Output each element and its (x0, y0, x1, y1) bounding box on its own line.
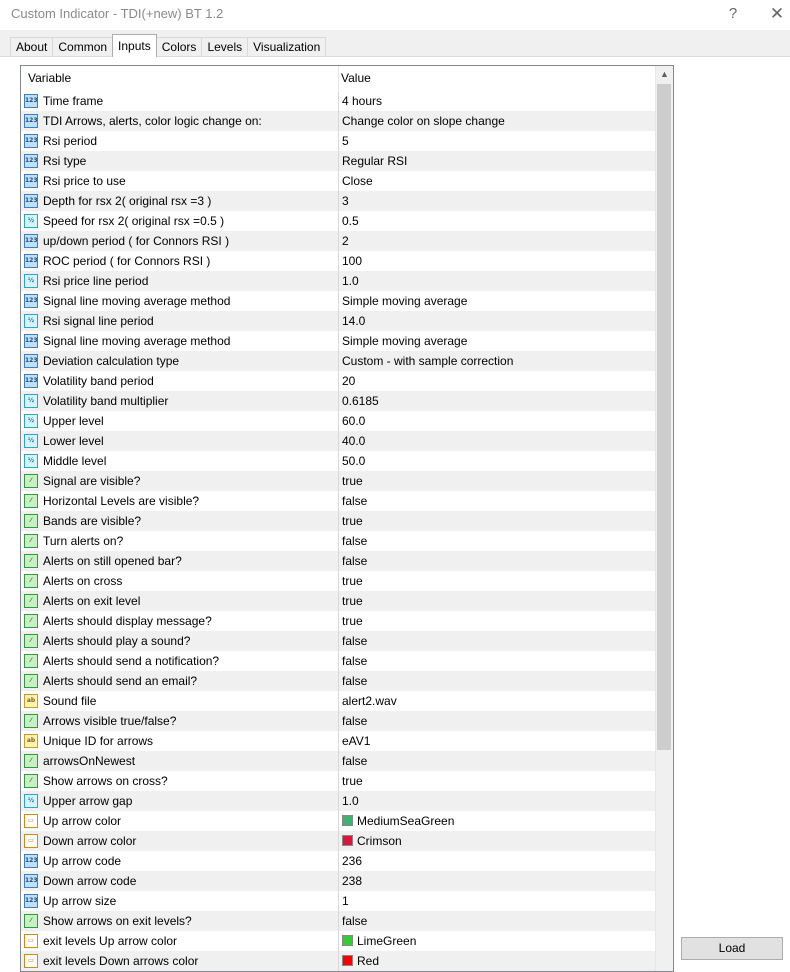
boolean-type-icon: ⁄ (24, 474, 38, 488)
variable-name: Alerts should send an email? (43, 674, 198, 688)
integer-type-icon: 123 (24, 234, 38, 248)
value-cell[interactable] (339, 871, 658, 891)
variable-name: Show arrows on exit levels? (43, 914, 192, 928)
table-row[interactable] (21, 391, 655, 411)
boolean-type-icon: ⁄ (24, 714, 38, 728)
boolean-type-icon: ⁄ (24, 674, 38, 688)
value-text: true (342, 614, 363, 628)
value-cell[interactable] (339, 691, 658, 711)
variable-cell[interactable] (21, 531, 339, 551)
variable-cell[interactable] (21, 851, 339, 871)
value-text: 100 (342, 254, 363, 268)
value-text: 0.5 (342, 214, 359, 228)
table-row[interactable] (21, 851, 655, 871)
value-text: false (342, 674, 368, 688)
variable-cell[interactable] (21, 111, 339, 131)
variable-name: exit levels Down arrows color (43, 954, 199, 968)
boolean-type-icon: ⁄ (24, 594, 38, 608)
variable-name: Signal are visible? (43, 474, 141, 488)
integer-type-icon: 123 (24, 294, 38, 308)
value-text: false (342, 714, 368, 728)
value-text: Custom - with sample correction (342, 354, 514, 368)
column-header-variable[interactable]: Variable (21, 66, 339, 90)
variable-cell[interactable] (21, 371, 339, 391)
variable-name: Middle level (43, 454, 107, 468)
variable-cell[interactable] (21, 911, 339, 931)
table-row[interactable] (21, 371, 655, 391)
table-row[interactable] (21, 291, 655, 311)
variable-name: Signal line moving average method (43, 294, 231, 308)
value-cell[interactable] (339, 511, 658, 531)
double-type-icon: ½ (24, 794, 38, 808)
variable-name: ROC period ( for Connors RSI ) (43, 254, 211, 268)
table-row[interactable] (21, 711, 655, 731)
value-text: true (342, 514, 363, 528)
table-row[interactable] (21, 211, 655, 231)
variable-name: Up arrow color (43, 814, 122, 828)
table-row[interactable] (21, 871, 655, 891)
integer-type-icon: 123 (24, 194, 38, 208)
value-text: 0.6185 (342, 394, 379, 408)
variable-name: Rsi price line period (43, 274, 149, 288)
variable-cell[interactable] (21, 151, 339, 171)
value-text: 1.0 (342, 274, 359, 288)
variable-cell[interactable] (21, 271, 339, 291)
variable-name: TDI Arrows, alerts, color logic change on: (43, 114, 262, 128)
value-text: false (342, 494, 368, 508)
table-row[interactable] (21, 511, 655, 531)
variable-name: exit levels Up arrow color (43, 934, 178, 948)
value-cell[interactable] (339, 411, 658, 431)
variable-cell[interactable] (21, 671, 339, 691)
variable-name: Horizontal Levels are visible? (43, 494, 200, 508)
value-cell[interactable] (339, 711, 658, 731)
variable-name: Alerts should play a sound? (43, 634, 191, 648)
value-cell[interactable] (339, 851, 658, 871)
variable-name: Arrows visible true/false? (43, 714, 177, 728)
help-icon[interactable]: ? (728, 5, 738, 22)
table-row[interactable] (21, 151, 655, 171)
value-cell[interactable] (339, 911, 658, 931)
value-text: Red (357, 954, 380, 968)
value-text: false (342, 534, 368, 548)
variable-cell[interactable] (21, 451, 339, 471)
variable-cell[interactable] (21, 611, 339, 631)
column-header-value[interactable]: Value (341, 71, 371, 85)
table-row[interactable] (21, 691, 655, 711)
variable-name: Deviation calculation type (43, 354, 180, 368)
table-row[interactable] (21, 831, 655, 851)
boolean-type-icon: ⁄ (24, 754, 38, 768)
integer-type-icon: 123 (24, 254, 38, 268)
value-cell[interactable] (339, 431, 658, 451)
table-row[interactable] (21, 271, 655, 291)
variable-cell[interactable] (21, 831, 339, 851)
value-cell[interactable] (339, 771, 658, 791)
value-text: true (342, 594, 363, 608)
variable-cell[interactable] (21, 771, 339, 791)
integer-type-icon: 123 (24, 374, 38, 388)
tab-common[interactable]: Common (52, 37, 113, 57)
value-text: 3 (342, 194, 349, 208)
variable-name: Alerts on cross (43, 574, 123, 588)
variable-cell[interactable] (21, 171, 339, 191)
value-cell[interactable] (339, 391, 658, 411)
value-cell[interactable] (339, 811, 658, 831)
variable-name: Unique ID for arrows (43, 734, 154, 748)
boolean-type-icon: ⁄ (24, 574, 38, 588)
color-swatch (342, 935, 353, 946)
variable-name: Volatility band period (43, 374, 154, 388)
table-row[interactable] (21, 931, 655, 951)
value-text: false (342, 654, 368, 668)
variable-name: Alerts on still opened bar? (43, 554, 182, 568)
color-swatch (342, 955, 353, 966)
table-row[interactable] (21, 231, 655, 251)
integer-type-icon: 123 (24, 354, 38, 368)
value-text: true (342, 574, 363, 588)
tab-colors[interactable]: Colors (156, 37, 203, 57)
value-text: MediumSeaGreen (357, 814, 455, 828)
table-row[interactable] (21, 411, 655, 431)
double-type-icon: ½ (24, 414, 38, 428)
value-text: false (342, 554, 368, 568)
variable-name: arrowsOnNewest (43, 754, 136, 768)
double-type-icon: ½ (24, 314, 38, 328)
value-cell[interactable] (339, 491, 658, 511)
table-row[interactable] (21, 331, 655, 351)
value-text: 50.0 (342, 454, 366, 468)
value-cell[interactable] (339, 731, 658, 751)
variable-name: Rsi price to use (43, 174, 126, 188)
value-text: false (342, 914, 368, 928)
table-row[interactable] (21, 571, 655, 591)
table-row[interactable] (21, 671, 655, 691)
variable-cell[interactable] (21, 631, 339, 651)
table-row[interactable] (21, 491, 655, 511)
variable-name: Show arrows on cross? (43, 774, 168, 788)
variable-name: Up arrow size (43, 894, 117, 908)
table-row[interactable] (21, 311, 655, 331)
variable-name: Depth for rsx 2( original rsx =3 ) (43, 194, 212, 208)
value-text: false (342, 754, 368, 768)
value-cell[interactable] (339, 531, 658, 551)
variable-name: Alerts should send a notification? (43, 654, 220, 668)
value-cell[interactable] (339, 251, 658, 271)
table-row[interactable] (21, 131, 655, 151)
table-row[interactable] (21, 471, 655, 491)
variable-name: Bands are visible? (43, 514, 142, 528)
tab-inputs[interactable]: Inputs (112, 34, 157, 57)
color-type-icon: ▭ (24, 934, 38, 948)
variable-name: Down arrow code (43, 874, 137, 888)
value-text: alert2.wav (342, 694, 397, 708)
variable-cell[interactable] (21, 191, 339, 211)
value-cell[interactable] (339, 591, 658, 611)
variable-cell[interactable] (21, 571, 339, 591)
table-row[interactable] (21, 171, 655, 191)
value-text: 60.0 (342, 414, 366, 428)
value-text: 2 (342, 234, 349, 248)
variable-name: Lower level (43, 434, 104, 448)
variable-cell[interactable] (21, 931, 339, 951)
close-icon[interactable]: ✕ (769, 4, 785, 23)
variable-cell[interactable] (21, 291, 339, 311)
variable-name: Turn alerts on? (43, 534, 124, 548)
value-cell[interactable] (339, 611, 658, 631)
value-cell[interactable] (339, 131, 658, 151)
double-type-icon: ½ (24, 274, 38, 288)
color-type-icon: ▭ (24, 814, 38, 828)
table-row[interactable] (21, 431, 655, 451)
variable-cell[interactable] (21, 811, 339, 831)
table-row[interactable] (21, 531, 655, 551)
boolean-type-icon: ⁄ (24, 534, 38, 548)
value-cell[interactable] (339, 111, 658, 131)
tab-strip (10, 37, 325, 57)
variable-name: Up arrow code (43, 854, 122, 868)
variable-cell[interactable] (21, 751, 339, 771)
variable-cell[interactable] (21, 651, 339, 671)
integer-type-icon: 123 (24, 854, 38, 868)
scrollbar-thumb[interactable] (657, 84, 671, 750)
variable-cell[interactable] (21, 231, 339, 251)
table-row[interactable] (21, 911, 655, 931)
value-text: eAV1 (342, 734, 371, 748)
boolean-type-icon: ⁄ (24, 494, 38, 508)
table-row[interactable] (21, 591, 655, 611)
integer-type-icon: 123 (24, 174, 38, 188)
integer-type-icon: 123 (24, 894, 38, 908)
table-row[interactable] (21, 771, 655, 791)
value-text: Close (342, 174, 373, 188)
variable-cell[interactable] (21, 511, 339, 531)
value-cell[interactable] (339, 191, 658, 211)
vertical-scrollbar[interactable] (655, 66, 673, 971)
value-text: Simple moving average (342, 334, 468, 348)
value-cell[interactable] (339, 831, 658, 851)
value-cell[interactable] (339, 931, 658, 951)
integer-type-icon: 123 (24, 114, 38, 128)
value-text: Crimson (357, 834, 402, 848)
integer-type-icon: 123 (24, 874, 38, 888)
inputs-grid (20, 65, 674, 972)
tab-visualization[interactable]: Visualization (247, 37, 326, 57)
boolean-type-icon: ⁄ (24, 654, 38, 668)
table-row[interactable] (21, 811, 655, 831)
value-cell[interactable] (339, 211, 658, 231)
value-text: 1 (342, 894, 349, 908)
table-row[interactable] (21, 891, 655, 911)
value-cell[interactable] (339, 371, 658, 391)
value-text: 40.0 (342, 434, 366, 448)
value-cell[interactable] (339, 331, 658, 351)
variable-name: Upper level (43, 414, 104, 428)
value-cell[interactable] (339, 951, 658, 971)
table-row[interactable] (21, 111, 655, 131)
variable-name: Sound file (43, 694, 97, 708)
table-row[interactable] (21, 631, 655, 651)
value-cell[interactable] (339, 351, 658, 371)
integer-type-icon: 123 (24, 94, 38, 108)
variable-cell[interactable] (21, 331, 339, 351)
color-type-icon: ▭ (24, 954, 38, 968)
variable-name: Alerts on exit level (43, 594, 141, 608)
value-text: 1.0 (342, 794, 359, 808)
variable-cell[interactable] (21, 91, 339, 111)
color-type-icon: ▭ (24, 834, 38, 848)
boolean-type-icon: ⁄ (24, 554, 38, 568)
variable-name: Rsi period (43, 134, 98, 148)
value-cell[interactable] (339, 751, 658, 771)
value-cell[interactable] (339, 551, 658, 571)
boolean-type-icon: ⁄ (24, 774, 38, 788)
string-type-icon: ab (24, 694, 38, 708)
value-cell[interactable] (339, 271, 658, 291)
table-row[interactable] (21, 731, 655, 751)
variable-name: Upper arrow gap (43, 794, 133, 808)
value-text: 4 hours (342, 94, 383, 108)
variable-cell[interactable] (21, 431, 339, 451)
variable-cell[interactable] (21, 871, 339, 891)
color-swatch (342, 835, 353, 846)
value-cell[interactable] (339, 231, 658, 251)
integer-type-icon: 123 (24, 134, 38, 148)
variable-name: Rsi signal line period (43, 314, 154, 328)
table-row[interactable] (21, 551, 655, 571)
table-row[interactable] (21, 191, 655, 211)
value-cell[interactable] (339, 631, 658, 651)
variable-cell[interactable] (21, 471, 339, 491)
value-cell[interactable] (339, 291, 658, 311)
value-text: 5 (342, 134, 349, 148)
value-cell[interactable] (339, 91, 658, 111)
variable-cell[interactable] (21, 691, 339, 711)
value-cell[interactable] (339, 671, 658, 691)
double-type-icon: ½ (24, 214, 38, 228)
value-cell[interactable] (339, 651, 658, 671)
value-text: 238 (342, 874, 363, 888)
boolean-type-icon: ⁄ (24, 634, 38, 648)
value-text: Regular RSI (342, 154, 408, 168)
load-button[interactable]: Load (681, 937, 783, 960)
variable-name: Speed for rsx 2( original rsx =0.5 ) (43, 214, 225, 228)
integer-type-icon: 123 (24, 154, 38, 168)
variable-cell[interactable] (21, 311, 339, 331)
value-text: Simple moving average (342, 294, 468, 308)
value-text: false (342, 634, 368, 648)
variable-cell[interactable] (21, 731, 339, 751)
table-row[interactable] (21, 951, 655, 971)
table-row[interactable] (21, 651, 655, 671)
variable-name: Time frame (43, 94, 104, 108)
table-row[interactable] (21, 251, 655, 271)
variable-cell[interactable] (21, 131, 339, 151)
table-row[interactable] (21, 751, 655, 771)
double-type-icon: ½ (24, 454, 38, 468)
tab-bar (0, 30, 790, 57)
tab-about[interactable]: About (10, 37, 53, 57)
value-text: 20 (342, 374, 356, 388)
variable-name: Volatility band multiplier (43, 394, 169, 408)
value-cell[interactable] (339, 171, 658, 191)
grid-header (21, 66, 655, 90)
scroll-up-arrow-icon[interactable]: ▲ (660, 69, 669, 79)
value-cell[interactable] (339, 791, 658, 811)
variable-name: Alerts should display message? (43, 614, 212, 628)
table-row[interactable] (21, 451, 655, 471)
value-cell[interactable] (339, 891, 658, 911)
variable-cell[interactable] (21, 951, 339, 971)
boolean-type-icon: ⁄ (24, 614, 38, 628)
value-cell[interactable] (339, 471, 658, 491)
variable-cell[interactable] (21, 551, 339, 571)
value-text: LimeGreen (357, 934, 417, 948)
variable-cell[interactable] (21, 791, 339, 811)
window-title: Custom Indicator - TDI(+new) BT 1.2 (11, 6, 224, 21)
variable-cell[interactable] (21, 491, 339, 511)
table-row[interactable] (21, 611, 655, 631)
title-bar (0, 0, 790, 30)
integer-type-icon: 123 (24, 334, 38, 348)
variable-name: Down arrow color (43, 834, 137, 848)
value-cell[interactable] (339, 451, 658, 471)
boolean-type-icon: ⁄ (24, 914, 38, 928)
value-text: Change color on slope change (342, 114, 505, 128)
color-swatch (342, 815, 353, 826)
value-cell[interactable] (339, 311, 658, 331)
boolean-type-icon: ⁄ (24, 514, 38, 528)
variable-cell[interactable] (21, 211, 339, 231)
variable-name: Rsi type (43, 154, 87, 168)
variable-cell[interactable] (21, 591, 339, 611)
variable-cell[interactable] (21, 711, 339, 731)
variable-name: Signal line moving average method (43, 334, 231, 348)
double-type-icon: ½ (24, 394, 38, 408)
table-row[interactable] (21, 791, 655, 811)
variable-cell[interactable] (21, 411, 339, 431)
table-row[interactable] (21, 351, 655, 371)
double-type-icon: ½ (24, 434, 38, 448)
value-text: 14.0 (342, 314, 366, 328)
value-text: true (342, 474, 363, 488)
value-text: true (342, 774, 363, 788)
value-cell[interactable] (339, 151, 658, 171)
table-row[interactable] (21, 91, 655, 111)
variable-cell[interactable] (21, 891, 339, 911)
value-cell[interactable] (339, 571, 658, 591)
tab-levels[interactable]: Levels (201, 37, 248, 57)
grid-rows (21, 91, 655, 971)
variable-name: up/down period ( for Connors RSI ) (43, 234, 230, 248)
variable-cell[interactable] (21, 391, 339, 411)
variable-cell[interactable] (21, 351, 339, 371)
string-type-icon: ab (24, 734, 38, 748)
variable-cell[interactable] (21, 251, 339, 271)
value-text: 236 (342, 854, 363, 868)
